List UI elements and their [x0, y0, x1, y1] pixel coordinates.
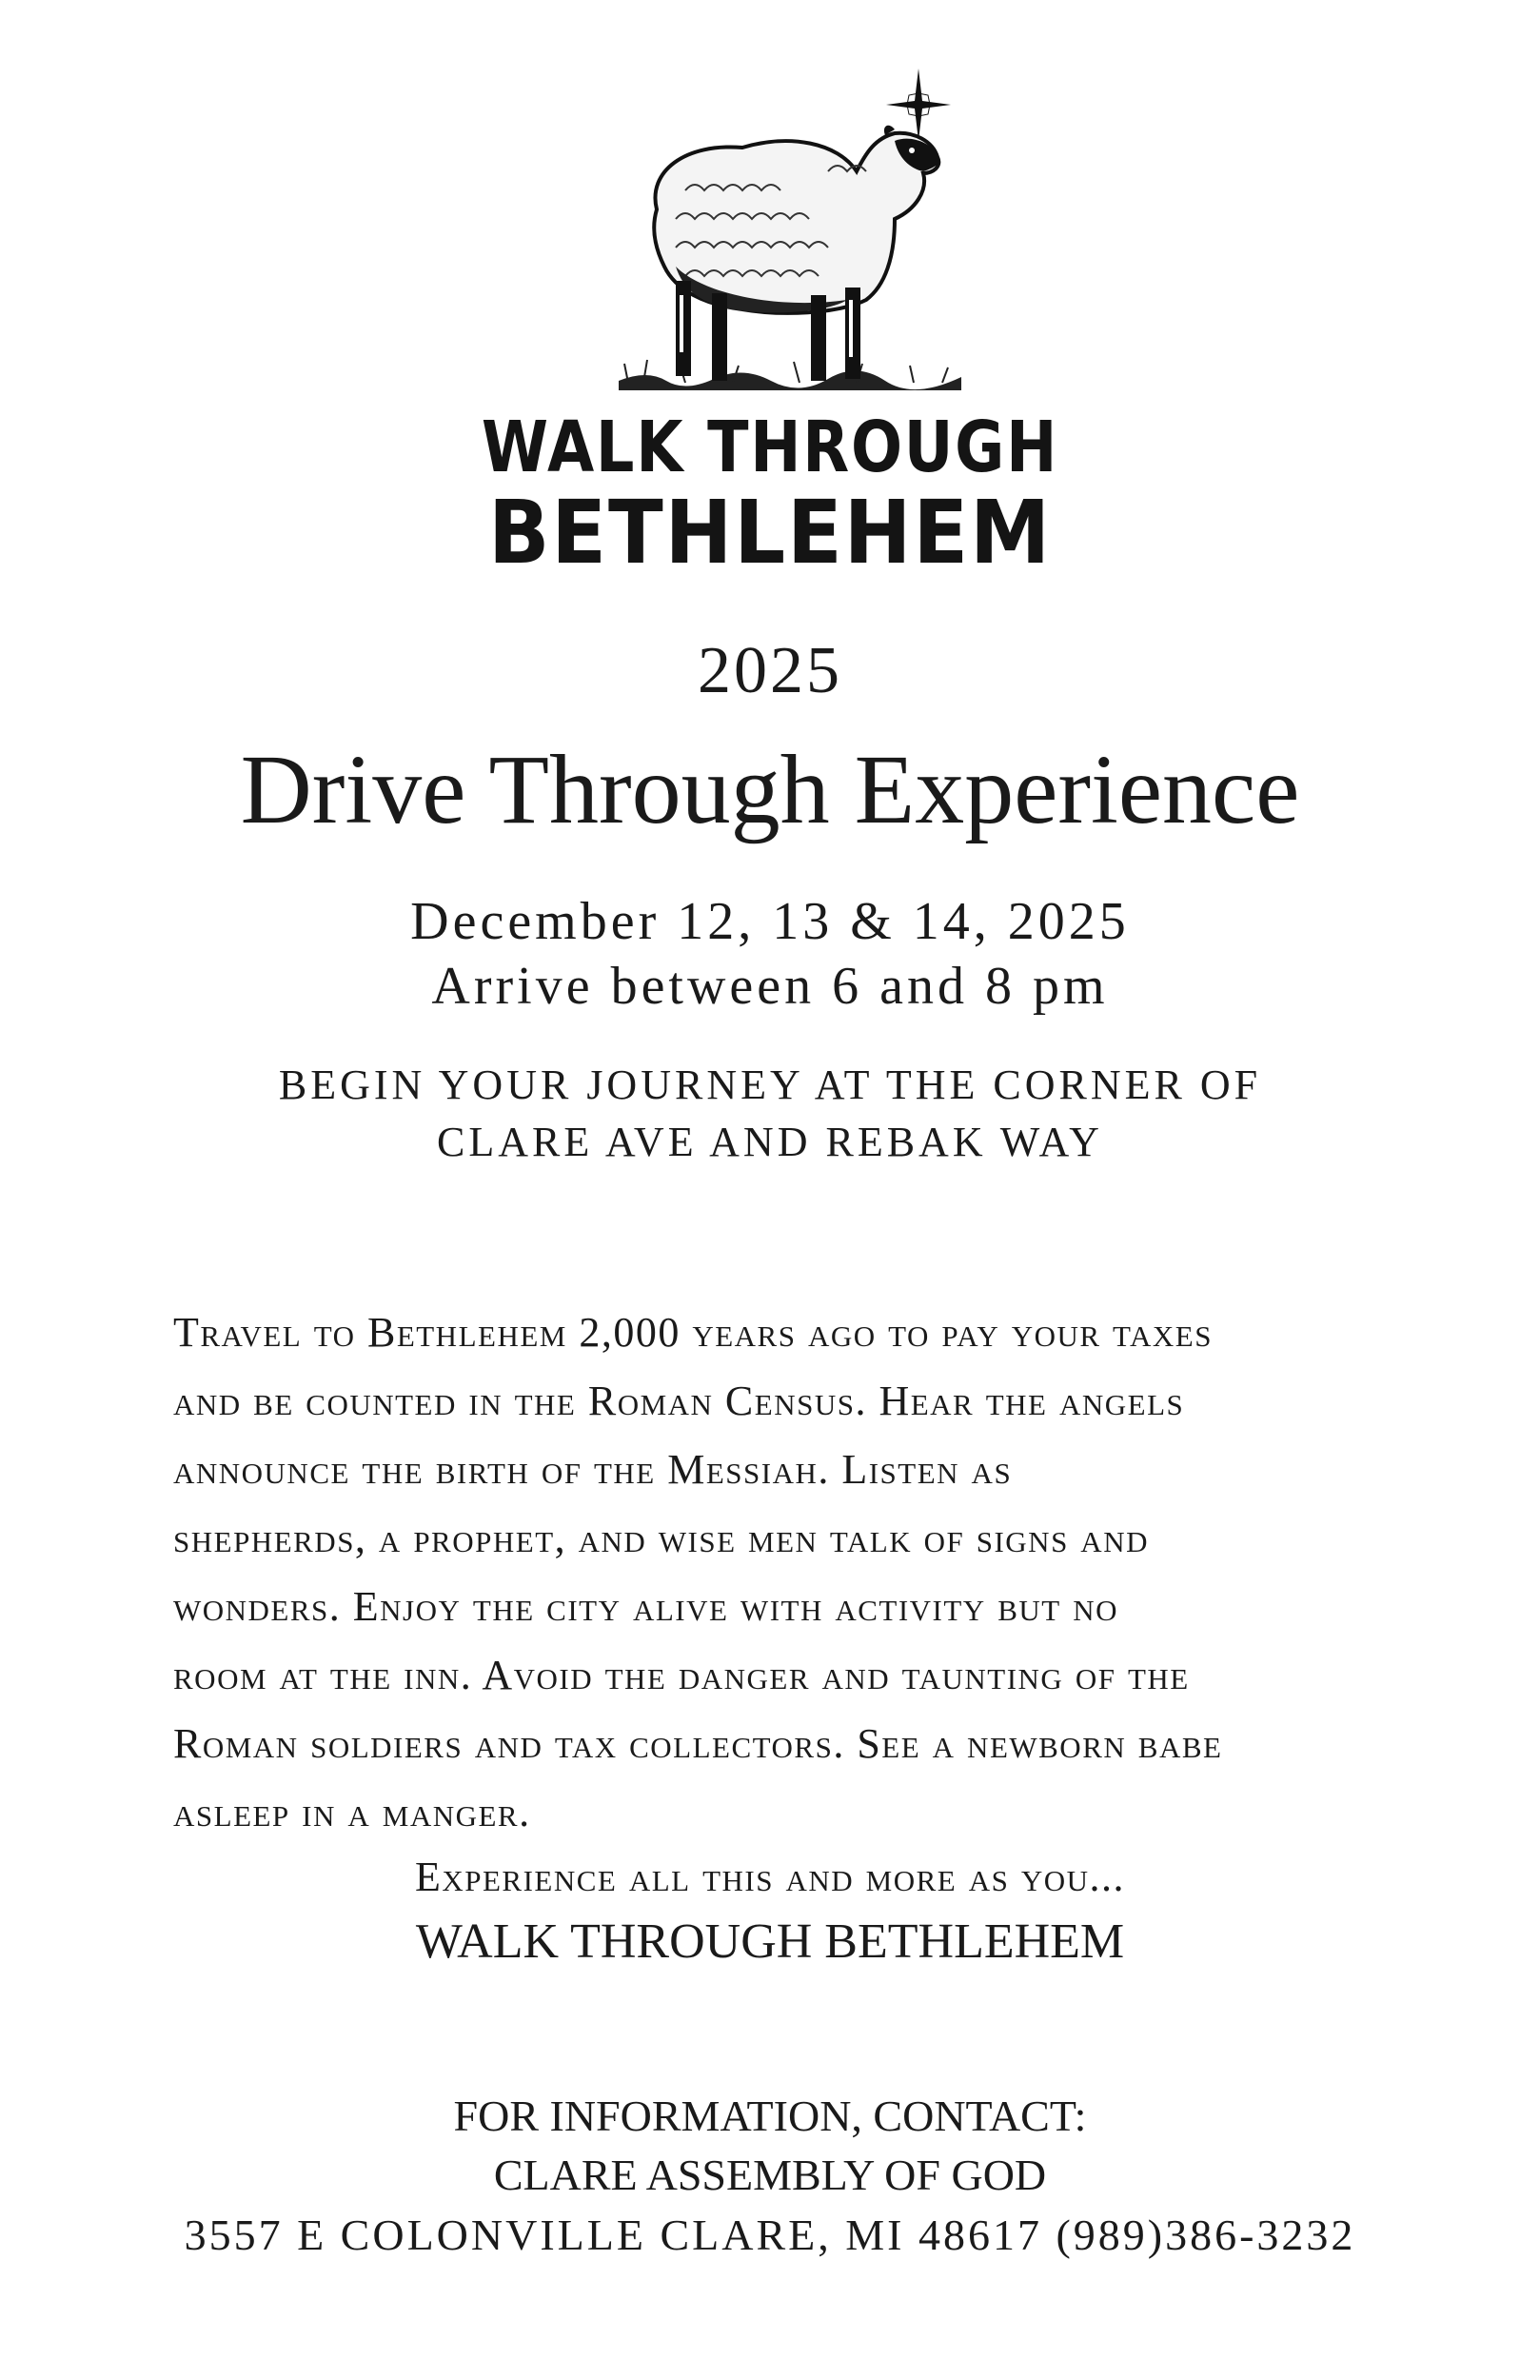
event-arrival-time: Arrive between 6 and 8 pm [431, 957, 1109, 1016]
contact-organization: CLARE ASSEMBLY OF GOD [493, 2151, 1047, 2199]
event-description [173, 1299, 1392, 1847]
journey-start-line1: BEGIN YOUR JOURNEY AT THE CORNER OF [278, 1061, 1262, 1108]
sheep-with-star-illustration [609, 67, 971, 409]
event-year: 2025 [698, 634, 842, 707]
description-line: shepherds, a prophet, and wise men talk of signs and [173, 1515, 1149, 1561]
description-line: wonders. Enjoy the city alive with activity but no [173, 1583, 1118, 1630]
journey-start-line2: CLARE AVE AND REBAK WAY [437, 1119, 1103, 1165]
description-line: and be counted in the Roman Census. Hear the angels [173, 1378, 1185, 1424]
star-icon [886, 69, 951, 141]
contact-heading: FOR INFORMATION, CONTACT: [453, 2092, 1087, 2140]
event-headline: Drive Through Experience [240, 735, 1300, 844]
brand-title-line2: BETHLEHEM [487, 482, 1053, 584]
description-line: asleep in a manger. [173, 1789, 531, 1835]
experience-tagline: Experience all this and more as you... [414, 1854, 1126, 1900]
description-line: room at the inn. Avoid the danger and taunting of the [173, 1652, 1190, 1698]
closing-title: WALK THROUGH BETHLEHEM [415, 1914, 1125, 1969]
description-line: announce the birth of the Messiah. Listen as [173, 1446, 1013, 1493]
brand-title-line1: WALK THROUGH [481, 407, 1059, 488]
description-line: Roman soldiers and tax collectors. See a newborn babe [173, 1720, 1223, 1767]
contact-address: 3557 E COLONVILLE CLARE, MI 48617 (989)386-3232 [184, 2211, 1356, 2259]
event-dates: December 12, 13 & 14, 2025 [410, 892, 1130, 951]
description-line: Travel to Bethlehem 2,000 years ago to pay your taxes [173, 1309, 1213, 1356]
